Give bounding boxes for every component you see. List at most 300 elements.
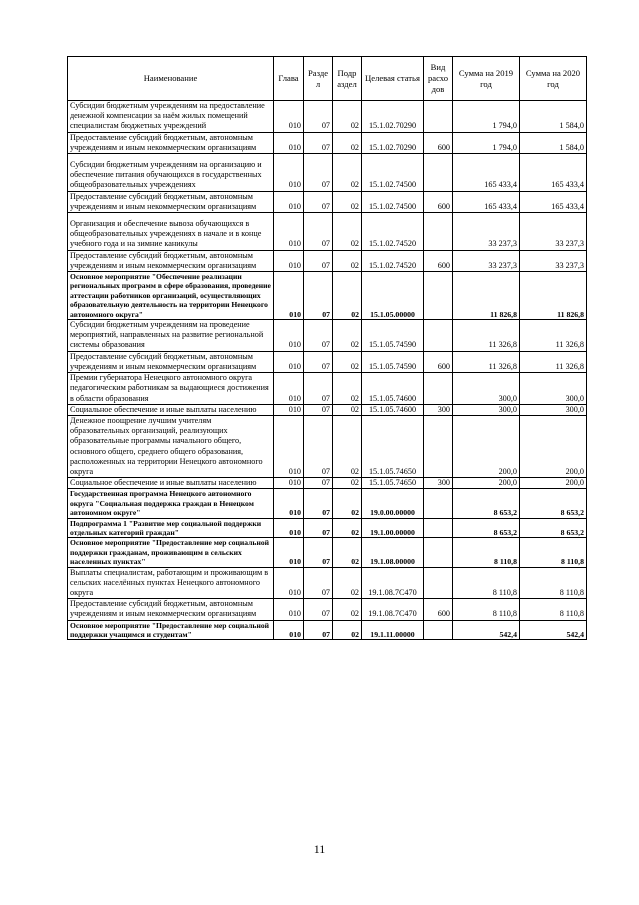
- row-vid-raskhodov-text: 600: [437, 361, 450, 371]
- row-sum-2020-text: 8 110,8: [561, 557, 584, 567]
- row-name: [68, 101, 274, 133]
- row-name: [68, 191, 274, 212]
- row-vid-raskhodov: [424, 132, 453, 153]
- row-tselevaya-statya: [362, 154, 424, 192]
- row-razdel: [304, 489, 333, 518]
- row-razdel-text: 07: [321, 340, 330, 350]
- row-sum-2020: [520, 272, 587, 320]
- row-tselevaya-statya: [362, 620, 424, 640]
- row-vid-raskhodov: [424, 478, 453, 489]
- table-row: [68, 478, 587, 489]
- row-podrazdel: [333, 213, 362, 251]
- row-name-text: Предоставление субсидий бюджетным, автономным учреждениям и иным некоммерческим организациям: [70, 250, 257, 270]
- row-razdel-text: 07: [321, 466, 330, 476]
- row-sum-2020-text: 33 237,3: [555, 260, 584, 270]
- row-razdel-text: 07: [321, 587, 330, 597]
- row-sum-2020-text: 165 433,4: [551, 180, 584, 190]
- row-razdel-text: 07: [321, 201, 330, 211]
- row-tselevaya-statya: [362, 250, 424, 271]
- row-razdel-text: 07: [321, 142, 330, 152]
- row-sum-2019: [453, 213, 520, 251]
- row-razdel: [304, 478, 333, 489]
- row-glava: [274, 620, 304, 640]
- row-vid-raskhodov: [424, 489, 453, 518]
- table-row: [68, 518, 587, 538]
- row-sum-2020: [520, 320, 587, 352]
- row-tselevaya-statya-text: 15.1.05.74650: [368, 466, 417, 476]
- table-row: [68, 191, 587, 212]
- row-sum-2020: [520, 351, 587, 372]
- row-tselevaya-statya: [362, 351, 424, 372]
- row-sum-2019-text: 11 326,8: [488, 340, 517, 350]
- table-row: [68, 320, 587, 352]
- row-sum-2019: [453, 373, 520, 405]
- row-tselevaya-statya-text: 15.1.02.74520: [368, 239, 417, 249]
- row-sum-2019-text: 8 110,8: [492, 587, 517, 597]
- row-sum-2020: [520, 538, 587, 567]
- row-glava: [274, 132, 304, 153]
- row-podrazdel-text: 02: [350, 340, 359, 350]
- row-sum-2019: [453, 272, 520, 320]
- row-tselevaya-statya: [362, 489, 424, 518]
- row-podrazdel-text: 02: [350, 609, 359, 619]
- row-vid-raskhodov: [424, 538, 453, 567]
- row-podrazdel-text: 02: [351, 527, 359, 537]
- row-tselevaya-statya-text: 15.1.02.74520: [368, 260, 417, 270]
- row-razdel: [304, 191, 333, 212]
- row-name-text: Основное мероприятие "Обеспечение реализации региональных программ в сфере образования, проведение аттестации работников организаций, осуществляющих образовательную деятельность на территории Ненецкого автономного округа": [70, 272, 271, 319]
- row-podrazdel-text: 02: [350, 142, 359, 152]
- row-sum-2020-text: 542,4: [566, 630, 584, 639]
- row-sum-2019-text: 33 237,3: [488, 260, 517, 270]
- row-tselevaya-statya-text: 15.1.05.74600: [368, 393, 417, 403]
- row-sum-2019: [453, 538, 520, 567]
- row-podrazdel-text: 02: [350, 466, 359, 476]
- row-sum-2019-text: 200,0: [498, 466, 517, 476]
- row-name: [68, 489, 274, 518]
- row-glava: [274, 320, 304, 352]
- row-vid-raskhodov: [424, 191, 453, 212]
- row-sum-2020-text: 11 326,8: [555, 340, 584, 350]
- row-razdel: [304, 404, 333, 415]
- row-tselevaya-statya-text: 19.1.11.00000: [370, 630, 415, 639]
- row-glava-text: 010: [288, 587, 301, 597]
- row-sum-2020-text: 1 584,0: [559, 142, 584, 152]
- row-sum-2020-text: 11 826,8: [557, 309, 584, 319]
- row-sum-2020: [520, 518, 587, 538]
- row-tselevaya-statya: [362, 404, 424, 415]
- row-razdel-text: 07: [321, 393, 330, 403]
- table-row: [68, 351, 587, 372]
- row-vid-raskhodov-text: 600: [437, 201, 450, 211]
- row-name-text: Государственная программа Ненецкого автономного округа "Социальная поддержка граждан в Ненецком автономном округе": [70, 489, 254, 518]
- row-glava: [274, 489, 304, 518]
- row-tselevaya-statya-text: 15.1.05.74590: [368, 361, 417, 371]
- row-vid-raskhodov-text: 600: [437, 260, 450, 270]
- row-razdel-text: 07: [321, 121, 330, 131]
- row-sum-2019-text: 200,0: [498, 478, 517, 488]
- row-razdel: [304, 132, 333, 153]
- row-tselevaya-statya: [362, 599, 424, 620]
- row-glava-text: 010: [288, 260, 301, 270]
- row-glava-text: 010: [288, 393, 301, 403]
- row-sum-2019-text: 1 794,0: [492, 121, 517, 131]
- row-glava-text: 010: [288, 201, 301, 211]
- row-tselevaya-statya: [362, 518, 424, 538]
- row-podrazdel-text: 02: [350, 260, 359, 270]
- row-glava-text: 010: [288, 340, 301, 350]
- row-name-text: Основное мероприятие "Предоставление мер социальной поддержки учащимся и студентам": [70, 620, 269, 639]
- row-vid-raskhodov-text: 300: [437, 404, 450, 414]
- row-name-text: Предоставление субсидий бюджетным, автономным учреждениям и иным некоммерческим организациям: [70, 132, 257, 152]
- page-number: 11: [313, 842, 326, 856]
- row-sum-2020: [520, 213, 587, 251]
- row-glava: [274, 101, 304, 133]
- row-name-text: Выплаты специалистам, работающим и проживающим в сельских населённых пунктах Ненецкого автономного округа: [70, 567, 269, 597]
- row-name-text: Субсидии бюджетным учреждениям на организацию и обеспечение питания обучающихся в государственных общеобразовательных учреждениях: [70, 160, 262, 190]
- row-tselevaya-statya-text: 15.1.05.74650: [368, 478, 417, 488]
- row-sum-2019-text: 165 433,4: [484, 201, 517, 211]
- row-sum-2020-text: 11 326,8: [555, 361, 584, 371]
- row-tselevaya-statya: [362, 320, 424, 352]
- row-name-text: Социальное обеспечение и иные выплаты населению: [70, 478, 257, 488]
- row-vid-raskhodov: [424, 320, 453, 352]
- table-row: [68, 213, 587, 251]
- row-tselevaya-statya-text: 19.1.08.00000: [370, 557, 415, 567]
- row-glava: [274, 213, 304, 251]
- row-name-text: Денежное поощрение лучшим учителям образовательных организаций, реализующих образовательные программы начального общего, основного общего, среднего общего образования, расположенных на территории Ненецкого автономного округа: [70, 415, 263, 476]
- row-glava: [274, 191, 304, 212]
- row-sum-2019-text: 300,0: [498, 393, 517, 403]
- row-sum-2019-text: 1 794,0: [492, 142, 517, 152]
- row-vid-raskhodov: [424, 272, 453, 320]
- row-name: [68, 620, 274, 640]
- row-podrazdel-text: 02: [350, 393, 359, 403]
- row-podrazdel: [333, 373, 362, 405]
- row-name: [68, 272, 274, 320]
- row-name: [68, 518, 274, 538]
- row-razdel-text: 07: [322, 557, 330, 567]
- row-glava: [274, 415, 304, 477]
- row-sum-2020-text: 200,0: [565, 478, 584, 488]
- row-tselevaya-statya: [362, 538, 424, 567]
- row-glava: [274, 599, 304, 620]
- table-header-row: [68, 57, 587, 101]
- row-name-text: Основное мероприятие "Предоставление мер социальной поддержки гражданам, проживающим в сельских населенных пунктах": [70, 538, 269, 567]
- table-row: [68, 620, 587, 640]
- row-razdel-text: 07: [321, 478, 330, 488]
- row-name: [68, 373, 274, 405]
- row-podrazdel-text: 02: [350, 121, 359, 131]
- row-sum-2020: [520, 250, 587, 271]
- row-sum-2020: [520, 415, 587, 477]
- row-sum-2020-text: 200,0: [565, 466, 584, 476]
- row-vid-raskhodov: [424, 404, 453, 415]
- row-sum-2020-text: 33 237,3: [555, 239, 584, 249]
- row-sum-2020: [520, 599, 587, 620]
- row-razdel: [304, 213, 333, 251]
- row-tselevaya-statya-text: 15.1.02.74500: [368, 180, 417, 190]
- row-podrazdel-text: 02: [350, 239, 359, 249]
- row-sum-2019: [453, 599, 520, 620]
- row-tselevaya-statya: [362, 567, 424, 599]
- row-sum-2019: [453, 489, 520, 518]
- row-sum-2020: [520, 132, 587, 153]
- table-row: [68, 132, 587, 153]
- row-sum-2019: [453, 567, 520, 599]
- row-sum-2019: [453, 250, 520, 271]
- row-sum-2020-text: 8 110,8: [559, 609, 584, 619]
- row-podrazdel-text: 02: [350, 361, 359, 371]
- row-podrazdel: [333, 567, 362, 599]
- table-row: [68, 250, 587, 271]
- header-podrazdel: Подр аздел: [333, 57, 362, 101]
- row-glava: [274, 567, 304, 599]
- row-razdel: [304, 538, 333, 567]
- row-glava-text: 010: [289, 557, 301, 567]
- row-tselevaya-statya: [362, 478, 424, 489]
- table-row: [68, 101, 587, 133]
- header-glava: Глава: [274, 57, 304, 101]
- row-podrazdel: [333, 538, 362, 567]
- row-vid-raskhodov: [424, 567, 453, 599]
- row-name-text: Субсидии бюджетным учреждениям на предоставление денежной компенсации за наём жилых помещений специалистам бюджетных учреждений: [70, 101, 265, 131]
- row-name: [68, 320, 274, 352]
- row-sum-2019-text: 11 826,8: [490, 309, 517, 319]
- row-glava-text: 010: [288, 466, 301, 476]
- row-razdel-text: 07: [321, 609, 330, 619]
- row-razdel: [304, 373, 333, 405]
- row-podrazdel-text: 02: [350, 478, 359, 488]
- table-row: [68, 415, 587, 477]
- row-sum-2019: [453, 404, 520, 415]
- row-tselevaya-statya-text: 19.1.08.7С470: [368, 587, 417, 597]
- row-glava: [274, 518, 304, 538]
- row-razdel: [304, 567, 333, 599]
- row-name: [68, 132, 274, 153]
- row-podrazdel: [333, 154, 362, 192]
- row-vid-raskhodov: [424, 154, 453, 192]
- row-sum-2020: [520, 567, 587, 599]
- row-sum-2020-text: 8 653,2: [560, 508, 584, 518]
- row-vid-raskhodov: [424, 351, 453, 372]
- row-podrazdel-text: 02: [350, 201, 359, 211]
- row-name: [68, 213, 274, 251]
- row-sum-2020-text: 165 433,4: [551, 201, 584, 211]
- row-sum-2020: [520, 101, 587, 133]
- table-row: [68, 272, 587, 320]
- row-podrazdel: [333, 320, 362, 352]
- row-name-text: Субсидии бюджетным учреждениям на проведение мероприятий, направленных на развитие региональной системы образования: [70, 320, 264, 350]
- table-row: [68, 599, 587, 620]
- row-podrazdel: [333, 132, 362, 153]
- table-row: [68, 489, 587, 518]
- row-razdel-text: 07: [321, 404, 330, 414]
- row-razdel: [304, 351, 333, 372]
- row-sum-2019: [453, 191, 520, 212]
- row-razdel: [304, 415, 333, 477]
- row-sum-2019-text: 542,4: [499, 630, 517, 639]
- row-podrazdel-text: 02: [351, 309, 359, 319]
- row-podrazdel: [333, 191, 362, 212]
- row-razdel: [304, 154, 333, 192]
- row-tselevaya-statya-text: 19.1.08.7С470: [368, 609, 417, 619]
- row-glava-text: 010: [288, 121, 301, 131]
- row-razdel: [304, 101, 333, 133]
- row-tselevaya-statya-text: 15.1.02.70290: [368, 121, 417, 131]
- row-razdel-text: 07: [321, 239, 330, 249]
- row-tselevaya-statya: [362, 213, 424, 251]
- row-razdel: [304, 250, 333, 271]
- header-name: Наименование: [68, 57, 274, 101]
- row-vid-raskhodov: [424, 620, 453, 640]
- row-sum-2019: [453, 518, 520, 538]
- row-tselevaya-statya-text: 19.1.00.00000: [370, 527, 415, 537]
- row-sum-2020-text: 8 653,2: [560, 527, 584, 537]
- row-podrazdel-text: 02: [350, 180, 359, 190]
- row-tselevaya-statya: [362, 415, 424, 477]
- row-tselevaya-statya: [362, 101, 424, 133]
- row-name: [68, 567, 274, 599]
- row-vid-raskhodov: [424, 213, 453, 251]
- row-glava: [274, 250, 304, 271]
- row-razdel-text: 07: [321, 361, 330, 371]
- row-sum-2020-text: 8 110,8: [559, 587, 584, 597]
- row-razdel-text: 07: [321, 260, 330, 270]
- table-row: [68, 154, 587, 192]
- row-name-text: Предоставление субсидий бюджетным, автономным учреждениям и иным некоммерческим организациям: [70, 599, 257, 619]
- row-sum-2019: [453, 320, 520, 352]
- row-name: [68, 250, 274, 271]
- row-name: [68, 538, 274, 567]
- row-podrazdel-text: 02: [351, 557, 359, 567]
- row-podrazdel: [333, 351, 362, 372]
- row-vid-raskhodov: [424, 373, 453, 405]
- row-name: [68, 404, 274, 415]
- header-tselevaya-statya: Целевая статья: [362, 57, 424, 101]
- row-razdel: [304, 518, 333, 538]
- row-razdel-text: 07: [322, 527, 330, 537]
- row-tselevaya-statya-text: 15.1.05.00000: [370, 309, 415, 319]
- row-sum-2020: [520, 620, 587, 640]
- row-razdel-text: 07: [322, 630, 330, 639]
- row-tselevaya-statya-text: 15.1.02.74500: [368, 201, 417, 211]
- row-vid-raskhodov-text: 600: [437, 609, 450, 619]
- row-glava-text: 010: [289, 527, 301, 537]
- row-tselevaya-statya: [362, 272, 424, 320]
- row-podrazdel-text: 02: [350, 587, 359, 597]
- row-sum-2019-text: 8 653,2: [493, 508, 517, 518]
- row-sum-2020: [520, 489, 587, 518]
- row-glava-text: 010: [288, 361, 301, 371]
- table-row: [68, 538, 587, 567]
- row-name-text: Премии губернатора Ненецкого автономного округа педагогическим работникам за выдающиеся достижения в области образования: [70, 373, 269, 403]
- row-sum-2019-text: 8 110,8: [494, 557, 517, 567]
- row-podrazdel: [333, 404, 362, 415]
- row-tselevaya-statya-text: 19.0.00.00000: [370, 508, 415, 518]
- row-vid-raskhodov-text: 300: [437, 478, 450, 488]
- row-name-text: Предоставление субсидий бюджетным, автономным учреждениям и иным некоммерческим организациям: [70, 351, 257, 371]
- row-vid-raskhodov-text: 600: [437, 142, 450, 152]
- row-sum-2019: [453, 351, 520, 372]
- table-body: [68, 101, 587, 640]
- row-sum-2020: [520, 373, 587, 405]
- table-row: [68, 404, 587, 415]
- row-vid-raskhodov: [424, 415, 453, 477]
- row-name: [68, 415, 274, 477]
- header-sum-2019: Сумма на 2019 год: [453, 57, 520, 101]
- row-podrazdel: [333, 415, 362, 477]
- row-vid-raskhodov: [424, 250, 453, 271]
- row-razdel: [304, 620, 333, 640]
- row-name-text: Предоставление субсидий бюджетным, автономным учреждениям и иным некоммерческим организациям: [70, 191, 257, 211]
- row-glava: [274, 373, 304, 405]
- row-glava-text: 010: [288, 142, 301, 152]
- row-sum-2019-text: 33 237,3: [488, 239, 517, 249]
- row-name: [68, 478, 274, 489]
- row-glava: [274, 538, 304, 567]
- row-podrazdel: [333, 101, 362, 133]
- row-sum-2019: [453, 620, 520, 640]
- row-glava: [274, 272, 304, 320]
- row-razdel-text: 07: [322, 309, 330, 319]
- row-tselevaya-statya: [362, 191, 424, 212]
- row-vid-raskhodov: [424, 599, 453, 620]
- row-podrazdel: [333, 250, 362, 271]
- row-glava-text: 010: [288, 478, 301, 488]
- header-razdel: Разде л: [304, 57, 333, 101]
- row-glava: [274, 351, 304, 372]
- row-sum-2019-text: 8 653,2: [493, 527, 517, 537]
- row-podrazdel: [333, 518, 362, 538]
- row-sum-2020-text: 300,0: [565, 393, 584, 403]
- row-podrazdel-text: 02: [350, 404, 359, 414]
- row-tselevaya-statya-text: 15.1.05.74600: [368, 404, 417, 414]
- row-tselevaya-statya-text: 15.1.05.74590: [368, 340, 417, 350]
- row-glava-text: 010: [289, 508, 301, 518]
- row-tselevaya-statya: [362, 373, 424, 405]
- row-glava-text: 010: [288, 239, 301, 249]
- row-name: [68, 351, 274, 372]
- budget-table: [67, 56, 587, 640]
- row-sum-2020: [520, 191, 587, 212]
- row-glava-text: 010: [288, 404, 301, 414]
- row-sum-2020: [520, 404, 587, 415]
- row-sum-2019: [453, 132, 520, 153]
- row-sum-2019-text: 300,0: [498, 404, 517, 414]
- row-sum-2019-text: 165 433,4: [484, 180, 517, 190]
- row-vid-raskhodov: [424, 518, 453, 538]
- row-sum-2019: [453, 415, 520, 477]
- row-sum-2020-text: 1 584,0: [559, 121, 584, 131]
- row-razdel-text: 07: [322, 508, 330, 518]
- row-name: [68, 599, 274, 620]
- row-sum-2019-text: 8 110,8: [492, 609, 517, 619]
- header-sum-2020: Сумма на 2020 год: [520, 57, 587, 101]
- table-row: [68, 373, 587, 405]
- row-sum-2019: [453, 101, 520, 133]
- row-sum-2020: [520, 478, 587, 489]
- row-sum-2019: [453, 478, 520, 489]
- table-row: [68, 567, 587, 599]
- row-podrazdel: [333, 599, 362, 620]
- row-razdel: [304, 272, 333, 320]
- row-name-text: Подпрограмма 1 "Развитие мер социальной поддержки отдельных категорий граждан": [70, 518, 262, 537]
- row-glava-text: 010: [288, 609, 301, 619]
- row-sum-2019-text: 11 326,8: [488, 361, 517, 371]
- row-sum-2020: [520, 154, 587, 192]
- row-vid-raskhodov: [424, 101, 453, 133]
